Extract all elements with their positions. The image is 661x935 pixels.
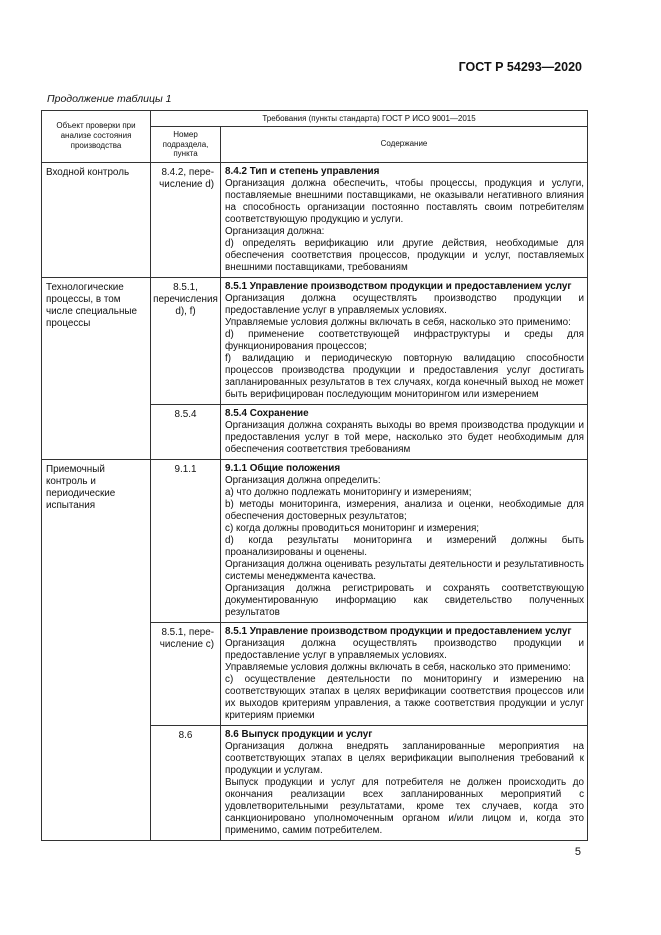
clause-text: d) когда результаты мониторинга и измерений должны быть проанализированы и оценены. [225,534,585,558]
clause-text: Организация должна обеспечить, чтобы процессы, продукция и услуги, поставляемые внешними поставщиками, не оказывали негативного влияния на способность организации постоянно поставлять своим потребителям соответствующую продукцию и услуги. [225,177,585,225]
clause-text: b) методы мониторинга, измерения, анализа и оценки, необходимые для обеспечения достоверных результатов; [225,498,585,522]
object-cell: Входной контроль [42,162,151,277]
number-cell: 8.5.4 [151,404,221,459]
header-number: Номер подраздела, пункта [151,127,221,163]
clause-text: а) что должно подлежать мониторингу и измерениям; [225,486,472,498]
clause-text: Управляемые условия должны включать в себя, насколько это применимо: [225,316,571,328]
clause-text: d) определять верификацию или другие действия, необходимые для обеспечения соответствия процессов, продукции и услуг, поставляемых внешними поставщиками, требованиям [225,237,585,273]
clause-text: Организация должна регистрировать и сохранять соответствующую документированную информацию как свидетельство полученных результатов [225,582,585,618]
header-object: Объект проверки при анализе состояния производства [42,111,151,163]
clause-title: 8.6 Выпуск продукции и услуг [225,728,373,740]
header-content: Содержание [221,127,588,163]
clause-text: Организация должна оценивать результаты деятельности и результативность системы менеджмента качества. [225,558,585,582]
clause-text: Организация должна внедрять запланированные мероприятия на соответствующих этапах в целях верификации выполнения требований к продукции и услугам. [225,740,585,776]
clause-text: Организация должна осуществлять производство продукции и предоставление услуг в управляемых условиях. [225,637,585,661]
content-cell [221,404,588,459]
number-cell: 8.5.1, пере-числение с) [151,622,221,725]
content-cell [221,622,588,725]
clause-text: Организация должна определить: [225,474,381,486]
content-cell [221,277,588,404]
number-cell: 8.6 [151,725,221,840]
clause-text: Выпуск продукции и услуг для потребителя не должен происходить до окончания реализации всех запланированных мероприятий с удовлетворительными результатами, кроме тех случаев, когда это санкционировано уполномоченным органом и/или лицом и, когда это применимо, самим потребителем. [225,776,585,836]
clause-text: f) валидацию и периодическую повторную валидацию способности процессов производства продукции и предоставления услуг достигать запланированных результатов в тех случаях, когда конечный выход не может быть верифицирован последующим мониторингом или измерением [225,352,585,400]
clause-text: d) применение соответствующей инфраструктуры и среды для функционирования процессов; [225,328,585,352]
clause-title: 8.5.1 Управление производством продукции и предоставлением услуг [225,280,572,292]
clause-text: с) когда должны проводиться мониторинг и измерения; [225,522,480,534]
number-cell: 8.4.2, пере-числение d) [151,162,221,277]
clause-title: 9.1.1 Общие положения [225,462,341,474]
clause-text: Организация должна: [225,225,325,237]
standard-code: ГОСТ Р 54293—2020 [458,60,582,74]
number-cell: 9.1.1 [151,459,221,622]
object-cell: Технологические процессы, в том числе специальные процессы [42,277,151,459]
table-row [42,162,588,277]
table-header-row [42,111,588,127]
content-cell [221,459,588,622]
header-requirements: Требования (пункты стандарта) ГОСТ Р ИСО 9001—2015 [151,111,588,127]
requirements-table [41,110,588,841]
clause-text: с) осуществление деятельности по мониторингу и измерению на соответствующих этапах в целях верификации соответствия процессов или их выходов критериям управления, а также соответствия продукции и услуг критериям приемки [225,673,585,721]
clause-title: 8.5.4 Сохранение [225,407,309,419]
number-cell: 8.5.1, перечисления d), f) [151,277,221,404]
clause-text: Управляемые условия должны включать в себя, насколько это применимо: [225,661,571,673]
object-cell: Приемочный контроль и периодические испытания [42,459,151,840]
content-cell [221,725,588,840]
clause-title: 8.4.2 Тип и степень управления [225,165,380,177]
table-row [42,459,588,622]
clause-title: 8.5.1 Управление производством продукции и предоставлением услуг [225,625,572,637]
clause-text: Организация должна сохранять выходы во время производства продукции и предоставления услуг в той мере, насколько это будет необходимым для обеспечения соответствия требованиям [225,419,585,455]
table-continuation-caption: Продолжение таблицы 1 [47,93,172,105]
table-row [42,277,588,404]
page-number: 5 [574,846,581,858]
clause-text: Организация должна осуществлять производство продукции и предоставление услуг в управляемых условиях. [225,292,585,316]
content-cell [221,162,588,277]
